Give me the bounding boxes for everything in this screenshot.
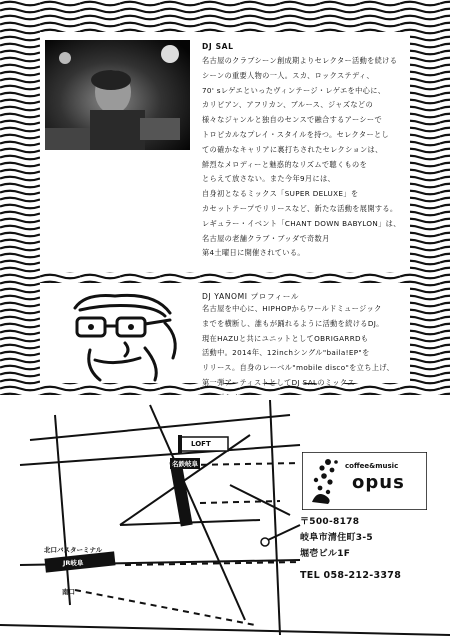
dj-yanomi-bio — [202, 302, 407, 406]
bio-line: カセットテープでリリースなど、新たな活動を展開する。 — [202, 203, 398, 213]
meitetsu-label: 名鉄岐阜 — [172, 460, 198, 468]
dj-sal-card — [40, 32, 410, 272]
bio-line: ての確かなキャリアに裏打ちされたセレクションは、 — [202, 144, 383, 154]
shop-tagline: coffee&music — [345, 462, 399, 470]
bio-line: 自身初となるミックス「SUPER DELUXE」を — [202, 189, 359, 199]
bio-line: 名古屋の老舗クラブ・ブッダで奇数月 — [202, 233, 330, 243]
shop-address-line1: 岐阜市清住町3-5 — [300, 533, 373, 543]
bio-line: とらえて放さない。また今年9月には、 — [202, 174, 336, 184]
dj-yanomi-illustration — [45, 288, 190, 383]
bio-line: 様々なジャンルと独自のセンスで融合するアーシーで — [202, 115, 383, 125]
bio-line: 鮮烈なメロディーと魅惑的なリズムで聴くものを — [202, 159, 368, 169]
bio-line: 70' sレゲエといったヴィンテージ・レゲエを中心に、 — [202, 85, 386, 95]
bio-line: までを横断し、誰もが踊れるように活動を続けるDJ。 — [202, 318, 384, 328]
dj-sal-photo — [45, 40, 190, 150]
bio-line: 現在HAZUと共にユニットとしてOBRIGARRDも — [202, 333, 369, 343]
bus-terminal-label: 北口バスターミナル — [44, 546, 103, 554]
bio-line: シーンの重要人物の一人。スカ、ロックステディ、 — [202, 70, 374, 80]
bio-line: 名古屋を中心に、HIPHOPからワールドミュージック — [202, 304, 382, 313]
loft-label: LOFT — [191, 440, 211, 448]
south-exit-label: 南口 — [62, 588, 75, 596]
bio-line: 第4土曜日に開催されている。 — [202, 248, 305, 258]
dj-yanomi-name: DJ YANOMI プロフィール — [202, 292, 300, 301]
bio-line: カリビアン、アフリカン、ブルース、ジャズなどの — [202, 100, 373, 110]
shop-tel: TEL 058-212-3378 — [300, 570, 402, 581]
shop-marker-icon — [261, 538, 269, 546]
bio-line: レギュラー・イベント「CHANT DOWN BABYLON」は、 — [202, 218, 401, 228]
dj-sal-name: DJ SAL — [202, 42, 234, 51]
shop-address-line2: 堀壱ビル1F — [300, 549, 351, 559]
bio-line: 名古屋のクラブシーン創成期よりセレクター活動を続ける — [202, 56, 398, 65]
bio-line: トロピカルなプレイ・スタイルを持つ。セレクターとし — [202, 129, 390, 139]
bio-line: 活動中。2014年、12inchシングル"baila!EP"を — [202, 348, 370, 358]
dj-yanomi-card — [40, 283, 410, 387]
shop-info — [300, 452, 430, 592]
shop-name: opus — [352, 472, 405, 493]
jr-station-label: JR岐阜 — [63, 559, 84, 567]
dj-sal-bio — [202, 54, 402, 261]
bio-line: 第一弾アーティストとしてDJ SALのミックス — [202, 377, 355, 387]
shop-postal: 〒500-8178 — [300, 517, 360, 527]
bio-line: リリース。自身のレーベル"mobile disco"を立ち上げ、 — [202, 363, 395, 373]
